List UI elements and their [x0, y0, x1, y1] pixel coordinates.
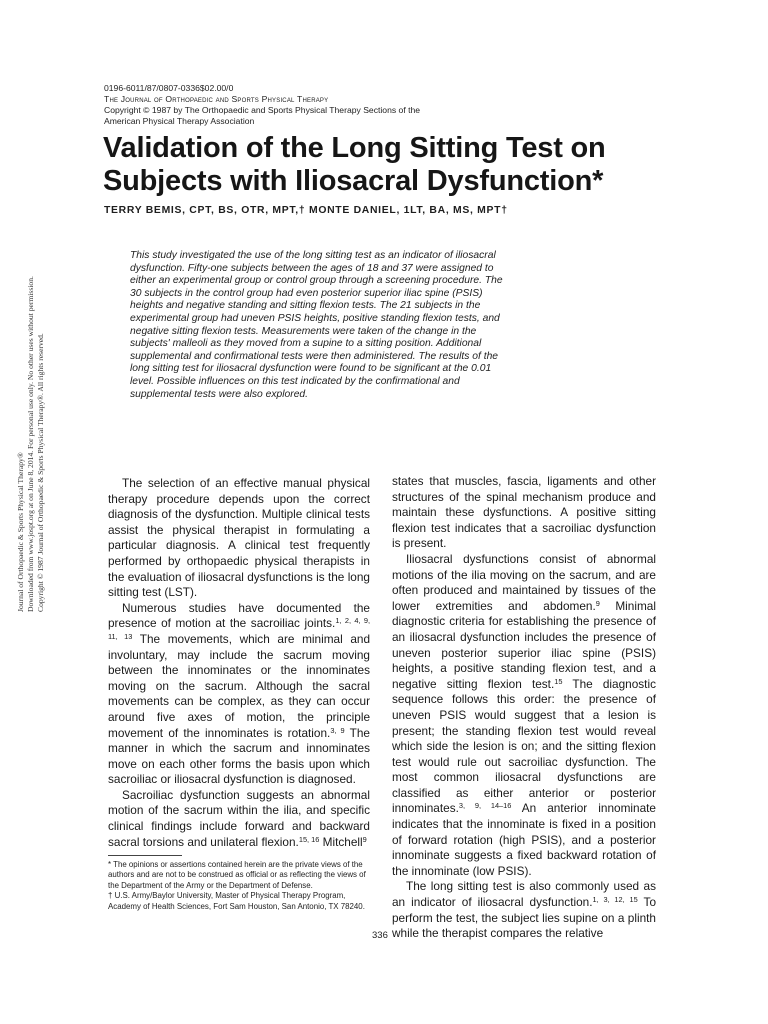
title-line-2: Subjects with Iliosacral Dysfunction* [103, 165, 604, 197]
citation: 15, 16 [298, 834, 320, 844]
citation: 9 [595, 598, 600, 608]
paragraph: states that muscles, fascia, ligaments and other structures of the spinal mechanism produce and maintain these dysfunctions. A positive sitting flexion test indicates that a sacroiliac dysfunction is present. [392, 474, 656, 551]
citation: 15 [554, 676, 563, 686]
side-note-line-1: Journal of Orthopaedic & Sports Physical Therapy® [16, 452, 25, 612]
body-column-left [108, 476, 370, 850]
copyright-line-1: Copyright © 1987 by The Orthopaedic and Sports Physical Therapy Sections of the [104, 105, 421, 115]
article-title [103, 132, 703, 198]
footnote-affiliation: † U.S. Army/Baylor University, Master of Physical Therapy Program, Academy of Health Sciences, Fort Sam Houston, San Antonio, TX 78240. [108, 891, 365, 911]
paragraph: The long sitting test is also commonly used as an indicator of iliosacral dysfunction.$^{1, 3, 12, 15}$ To perform the test, the subject lies supine on a plinth while the therapist compares the relative [392, 879, 657, 941]
side-note-line-2: Downloaded from www.jospt.org at on June 8, 2014. For personal use only. No other uses without permission. [26, 276, 35, 612]
citation: 9 [362, 834, 367, 844]
copyright-line-2: American Physical Therapy Association [104, 116, 255, 126]
body-column-right [392, 474, 656, 942]
citation: 1, 3, 12, 15 [592, 895, 638, 905]
paragraph: Sacroiliac dysfunction suggests an abnormal motion of the sacrum within the ilia, and specific clinical findings include forward and backward sacral torsions and unilateral flexion.$^{15, 16}$ Mitchell$^9$ [108, 787, 370, 849]
title-line-1: Validation of the Long Sitting Test on [103, 132, 606, 164]
citation: 1, 2, 4, 9, 11, 13 [108, 616, 370, 641]
footnotes [108, 860, 374, 912]
authors: TERRY BEMIS, CPT, BS, OTR, MPT,† MONTE DANIEL, 1LT, BA, MS, MPT† [104, 205, 508, 216]
footnote-divider [108, 855, 182, 856]
paragraph: The selection of an effective manual physical therapy procedure depends upon the correct diagnosis of the dysfunction. Multiple clinical tests assist the physical therapist in formulating a particular diagnosis. A clinical test frequently performed by orthopaedic physical therapists in the evaluation of iliosacral dysfunctions is the long sitting test (LST). [108, 476, 370, 600]
footnote-disclaimer: * The opinions or assertions contained herein are the private views of the authors and are not to be construed as official or as reflecting the views of the Department of the Army or the Department of Defense. [108, 860, 366, 890]
side-note-line-3: Copyright © 1987 Journal of Orthopaedic & Sports Physical Therapy®. All rights reserved. [36, 333, 45, 612]
article-code: 0196-6011/87/0807-0336$02.00/0 [104, 83, 234, 93]
citation: 3, 9, 14–16 [458, 801, 512, 811]
journal-name: The Journal of Orthopaedic and Sports Physical Therapy [104, 94, 329, 104]
paragraph: Numerous studies have documented the presence of motion at the sacroiliac joints.$^{1, 2, 4, 9, 11, 13}$ The movements, which are minimal and involuntary, may include the sacrum moving between the innominates or the innominates moving on the sacrum. Although the sacral movements can be complex, as they can occur around five axes of motion, the principle movement of the innominates is rotation.$^{3, 9}$ The manner in which the sacrum and innominates move on each other forms the basis upon which sacroiliac or iliosacral dysfunction is diagnosed. [108, 600, 371, 787]
paragraph: Iliosacral dysfunctions consist of abnormal motions of the ilia moving on the sacrum, and are often produced and maintained by tissues of the lower extremities and abdomen.$^9$ Minimal diagnostic criteria for establishing the presence of an iliosacral dysfunction includes the presence of uneven posterior superior iliac spine (PSIS) heights, a positive standing flexion test, and a negative sitting flexion test.$^{15}$ The diagnostic sequence follows this order: the presence of uneven PSIS would suggest that a lesion is present; the standing flexion test would reveal which side the lesion is on; and the sitting flexion test would rule out sacroiliac dysfunction. The most common iliosacral dysfunctions are classified as either anterior or posterior innominates.$^{3, 9, 14-16}$ An anterior innominate indicates that the innominate is fixed in a position of forward rotation (high PSIS), and a posterior innominate suggests a fixed backward rotation of the innominate (low PSIS). [392, 551, 656, 878]
journal-header [104, 83, 664, 127]
abstract: This study investigated the use of the long sitting test as an indicator of iliosacral dysfunction. Fifty-one subjects between the ages of 18 and 37 were assigned to either an experimental group or control group through a screening procedure. The 30 subjects in the control group had even posterior superior iliac spine (PSIS) heights and negative standing and sitting flexion tests. The 21 subjects in the experimental group had uneven PSIS heights, positive standing flexion tests, and negative sitting flexion tests. Measurements were taken of the change in the subjects' malleoli as they moved from a supine to a sitting position. Additional supplemental and confirmational tests were then administered. The results of the long sitting test for iliosacral dysfunction were found to be significant at the 0.01 level. Possible influences on this test indicated by the confirmational and supplemental tests were also explored. [130, 250, 503, 400]
page-number: 336 [372, 930, 388, 941]
citation: 3, 9 [330, 725, 345, 735]
